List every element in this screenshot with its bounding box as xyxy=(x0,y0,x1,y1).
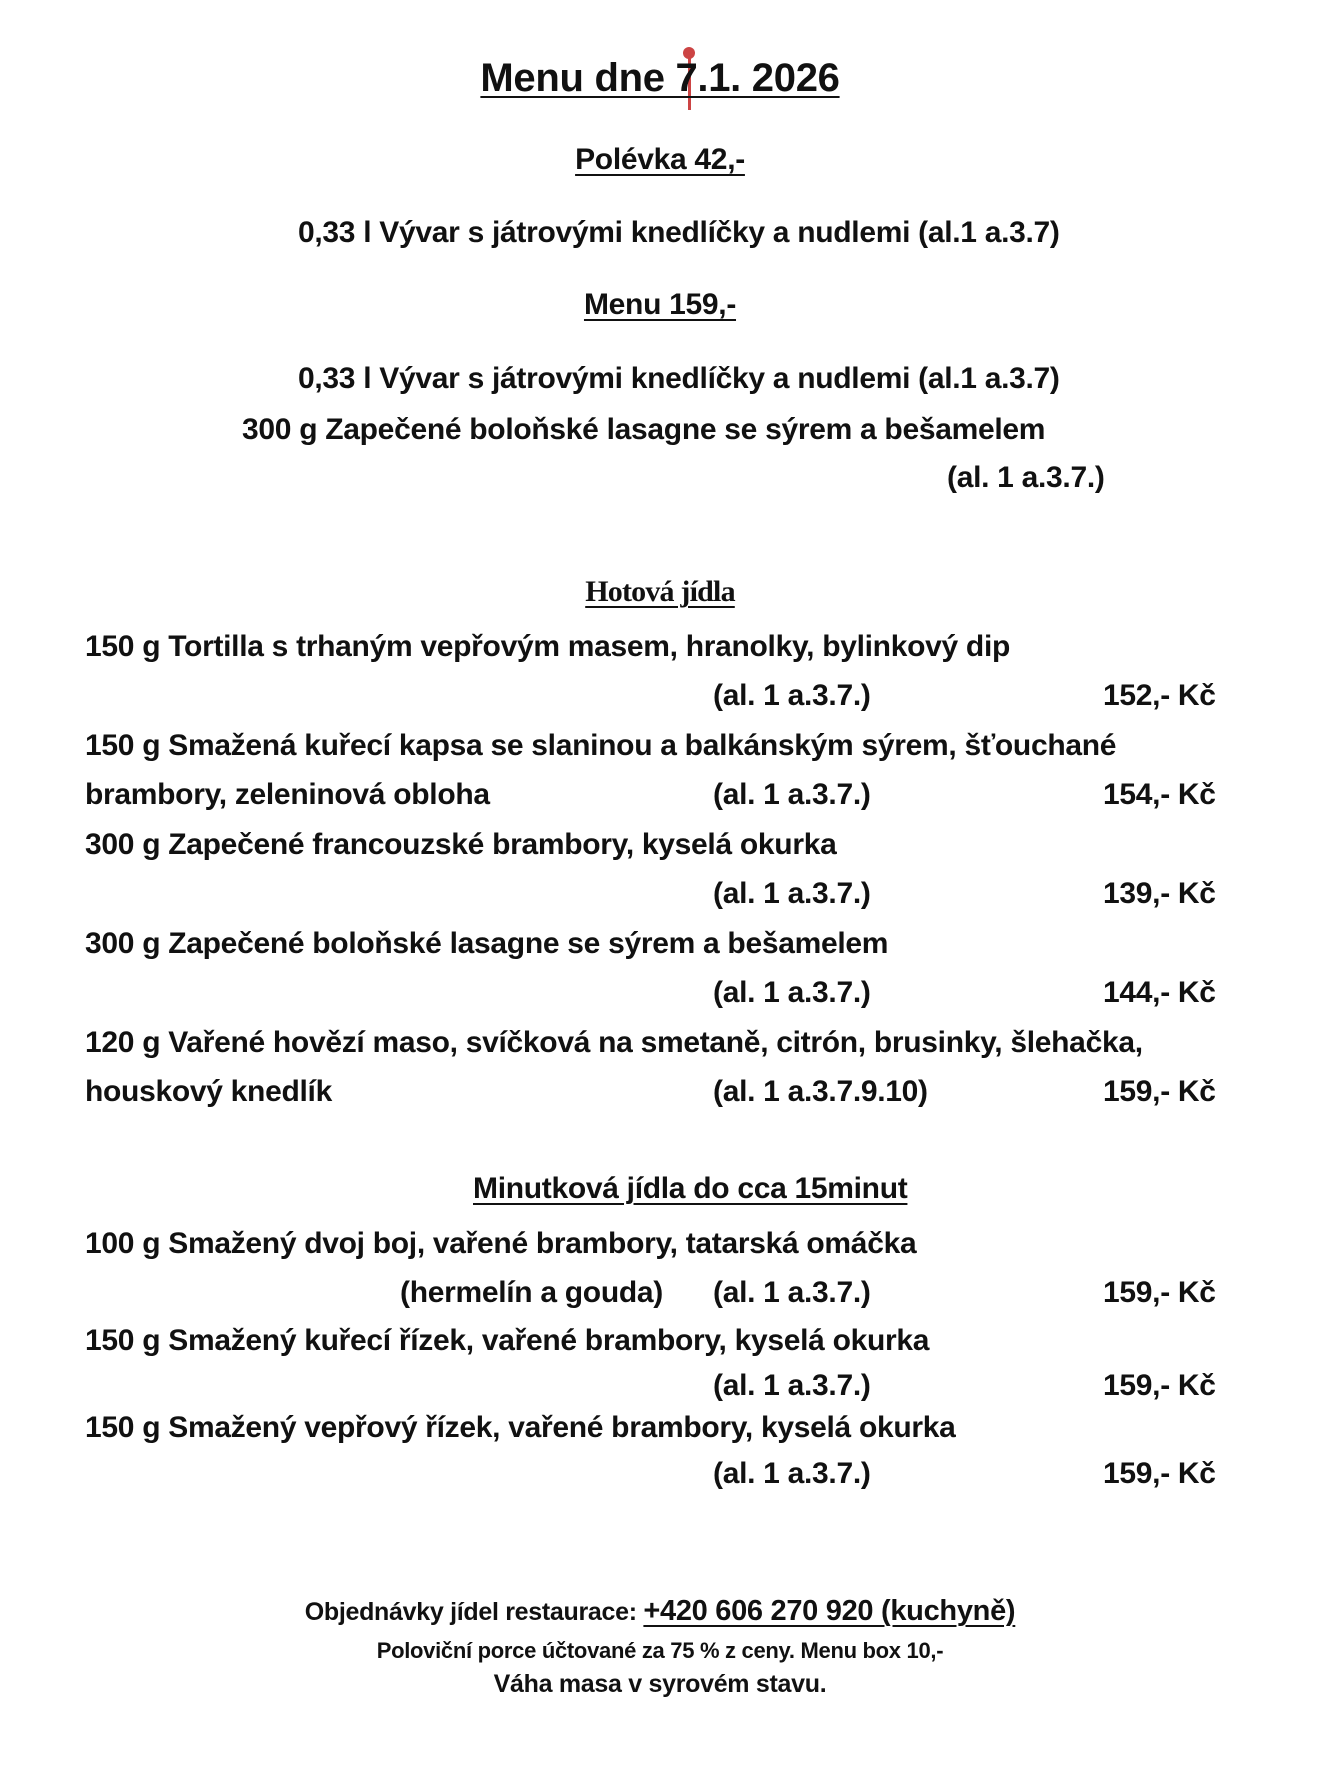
half-portion-note: Poloviční porce účtované za 75 % z ceny. Menu box 10,- xyxy=(376,1638,944,1663)
menu-heading xyxy=(0,288,1320,322)
soup-heading-text: Polévka 42,- xyxy=(575,143,745,176)
item-price: 159,- Kč xyxy=(1103,1369,1216,1402)
menu-allergens: (al. 1 a.3.7.) xyxy=(947,461,1105,494)
soup-heading xyxy=(0,143,1320,177)
item-name: 150 g Smažený vepřový řízek, vařené brambory, kyselá okurka xyxy=(85,1411,956,1444)
item-price: 159,- Kč xyxy=(1103,1457,1216,1490)
item-name: 150 g Smažený kuřecí řízek, vařené brambory, kyselá okurka xyxy=(85,1324,930,1357)
item-allergens: (al. 1 a.3.7.) xyxy=(713,1369,871,1402)
phone-link[interactable]: +420 606 270 920 (kuchyně) xyxy=(643,1595,1016,1627)
soup-item: 0,33 l Vývar s játrovými knedlíčky a nudlemi (al.1 a.3.7) xyxy=(298,216,1060,249)
item-price: 139,- Kč xyxy=(1103,877,1216,910)
item-allergens: (al. 1 a.3.7.) xyxy=(713,1457,871,1490)
item-name: 120 g Vařené hovězí maso, svíčková na smetaně, citrón, brusinky, šlehačka, xyxy=(85,1026,1143,1059)
item-name: 300 g Zapečené boloňské lasagne se sýrem a bešamelem xyxy=(85,927,889,960)
item-allergens: (al. 1 a.3.7.) xyxy=(713,976,871,1009)
item-name: 150 g Smažená kuřecí kapsa se slaninou a balkánským sýrem, šťouchané xyxy=(85,729,1117,762)
item-price: 154,- Kč xyxy=(1103,778,1216,811)
item-name-cont: houskový knedlík xyxy=(85,1075,332,1108)
item-price: 159,- Kč xyxy=(1103,1276,1216,1309)
item-name-cont: brambory, zeleninová obloha xyxy=(85,778,490,811)
ready-meals-heading-text: Hotová jídla xyxy=(585,575,735,608)
item-allergens: (al. 1 a.3.7.) xyxy=(713,877,871,910)
menu-main: 300 g Zapečené boloňské lasagne se sýrem a bešamelem xyxy=(242,413,1046,446)
orders-label: Objednávky jídel restaurace: xyxy=(304,1598,644,1626)
item-name: 150 g Tortilla s trhaným vepřovým masem, hranolky, bylinkový dip xyxy=(85,630,1011,663)
item-allergens: (al. 1 a.3.7.) xyxy=(713,1276,871,1309)
menu-heading-text: Menu 159,- xyxy=(583,288,737,321)
item-allergens: (al. 1 a.3.7.9.10) xyxy=(713,1075,928,1108)
quick-meals-heading xyxy=(473,1172,907,1206)
item-allergens: (al. 1 a.3.7.) xyxy=(713,778,871,811)
item-price: 152,- Kč xyxy=(1103,679,1216,712)
quick-meals-heading-text: Minutková jídla do cca 15minut xyxy=(473,1172,908,1205)
orders-line xyxy=(0,1595,1320,1628)
item-price: 159,- Kč xyxy=(1103,1075,1216,1108)
item-name: 300 g Zapečené francouzské brambory, kyselá okurka xyxy=(85,828,837,861)
page-title xyxy=(0,56,1320,101)
item-name: 100 g Smažený dvoj boj, vařené brambory, tatarská omáčka xyxy=(85,1227,917,1260)
menu-soup: 0,33 l Vývar s játrovými knedlíčky a nudlemi (al.1 a.3.7) xyxy=(298,362,1060,395)
meat-weight-note: Váha masa v syrovém stavu. xyxy=(493,1670,827,1698)
item-note: (hermelín a gouda) xyxy=(400,1276,663,1309)
ready-meals-heading xyxy=(0,575,1320,609)
item-price: 144,- Kč xyxy=(1103,976,1216,1009)
item-allergens: (al. 1 a.3.7.) xyxy=(713,679,871,712)
page-title-text: Menu dne 7.1. 2026 xyxy=(480,56,840,100)
